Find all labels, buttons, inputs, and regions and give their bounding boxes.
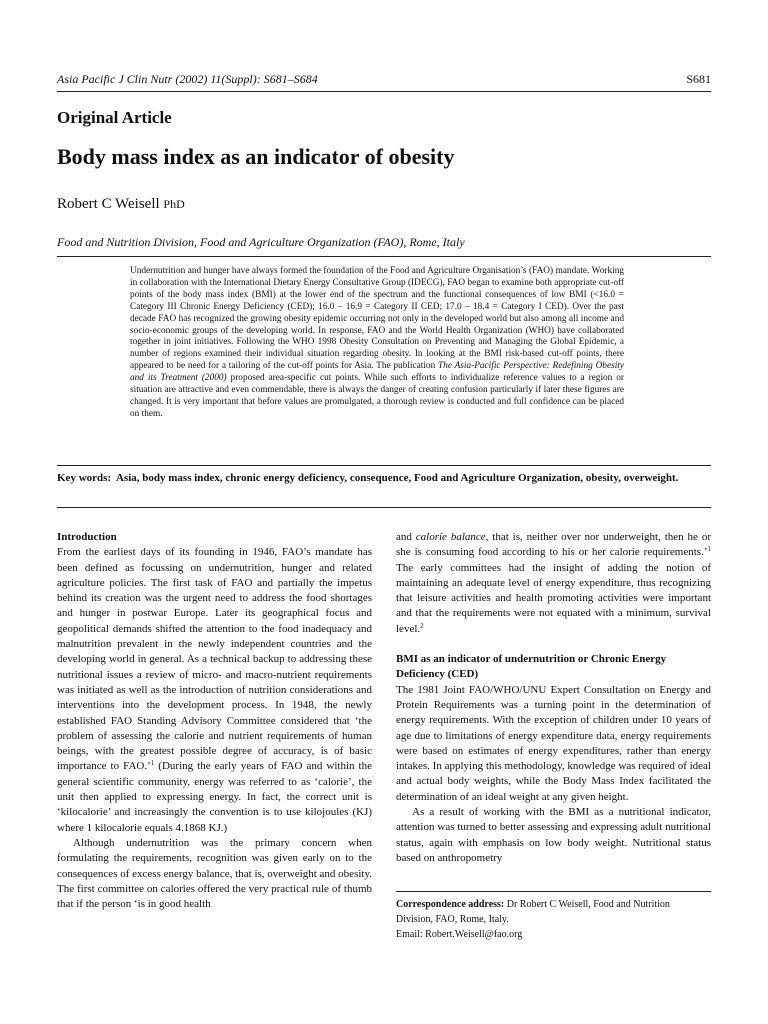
author-name: Robert C Weisell [57,196,160,212]
abstract-part-1: Undernutrition and hunger have always formed the foundation of the Food and Agriculture Organisation’s (FAO) mandate. Working in collaboration with the International Dietary Energy Consultative Group (IDECG), FAO began to examine both appropriate cut-off points of the body mass index (BMI) at the lower end of the spectrum and the functional consequences of low BMI (<16.0 = Category III Chronic Energy Deficiency (CED); 16.0 – 16.9 = Category II CED; 17.0 – 18.4 = Category I CED). Over the past decade FAO has recognized the growing obesity epidemic occurring not only in the developed world but also among all income and socio-economic groups of the developing world. In response, FAO and the World Health Organization (WHO) have collaborated together in joint initiatives. Following the WHO 1998 Obesity Consultation on Preventing and Managing the Global Epidemic, a number of regions examined their individual situation regarding obesity. In looking at the BMI risk-based cut-off points, there appeared to be need for a tailoring of the cut-off points for Asia. The publication [130,266,624,372]
bmi-paragraph-2: As a result of working with the BMI as a nutritional indicator, attention was turned to better assessing and expressing adult nutritional status, again with emphasis on low body weight. Nutritional status based on anthropometry [396,806,711,864]
reference-2: 2 [420,621,424,630]
correspondence-rule [396,891,711,892]
intro-p1-continued: (During the early years of FAO and within the general scientific community, energy was referred to as ‘calorie’, the unit then applied to expressing energy. In fact, the correct unit is ‘kilocalorie’ and increasingly the convention is to use kilojoules (KJ) where 1 kilocalorie equals 4.1868 KJ.) [57,760,372,834]
right-column [396,530,711,866]
introduction-heading: Introduction [57,531,117,543]
running-header [57,72,711,90]
introduction-paragraph-1 [57,545,372,836]
reference-1b: 1 [707,545,711,554]
journal-citation: Asia Pacific J Clin Nutr (2002) 11(Suppl): S681–S684 [57,72,318,86]
article-type-label: Original Article [57,108,172,127]
calorie-balance-term: calorie balance [415,531,486,543]
reference-1: 1 [150,759,155,768]
correspondence-address [396,897,696,942]
bmi-paragraph-1: The 1981 Joint FAO/WHO/UNU Expert Consultation on Energy and Protein Requirements was a turning point in the determination of energy requirements. With the exception of children under 10 years of age due to limitations of energy expenditure data, energy requirements were based on estimates of energy expenditures, rather than energy intakes. In applying this methodology, knowledge was required of ideal and actual body weights, while the Body Mass Index facilitated the determination of an ideal weight at any given height. [396,683,711,803]
introduction-paragraph-2: Although undernutrition was the primary concern when formulating the requirements, recognition was given early on to the consequences of excess energy balance, that is, overweight and obesity. The first committee on calories offered the very practical rule of thumb that if the person ‘is in good health [57,836,372,911]
keywords-text: Asia, body mass index, chronic energy deficiency, consequence, Food and Agriculture Organization, obesity, overweight. [115,472,679,484]
page-number: S681 [686,72,711,86]
keywords-bottom-rule [57,507,711,508]
article-title: Body mass index as an indicator of obesity [57,144,455,169]
affiliation-rule [57,256,711,257]
cont-text: , that is, neither over nor underweight, then he or she is consuming food according to his or her calorie requirements.’ [396,531,711,559]
cont-lead: and [396,531,416,543]
keywords-label: Key words: [57,472,112,484]
abstract-part-2: proposed area-specific cut points. While such efforts to individualize reference values to a region or situation are attractive and even commendable, there is always the danger of creating confusion particularly if later these figures are changed. It is very important that before values are promulgated, a thorough review is conducted and full confidence can be placed on them. [130,373,624,419]
abstract-publication-title: The Asia-Pacific Perspective: Redefining Obesity and its Treatment (2000) [130,361,624,384]
correspondence-email[interactable]: Email: Robert.Weisell@fao.org [396,929,523,940]
author-line [57,196,185,213]
keywords-top-rule [57,465,711,466]
header-rule [57,91,711,92]
intro-p1-text: From the earliest days of its founding in 1946, FAO’s mandate has been defined as focussing on undernutrition, hunger and related agriculture policies. The first task of FAO and partially the impetus behind its creation was the urgent need to address the food shortages and hunger in postwar Europe. Later its geographical focus and geopolitical demands shifted the attention to the food inadequacy and malnutrition prevalent in the newly independent countries and the developing world in general. As a technical backup to addressing these nutritional issues a review of micro- and macro-nutrient requirements was initiated as well as the introduction of nutrition considerations and interventions into the development process. In 1948, the newly established FAO Standing Advisory Committee considered that ‘the problem of assessing the calorie and nutrient requirements of human beings, with the greatest possible degree of accuracy, is of basic importance to FAO.’ [57,546,372,773]
abstract [130,266,624,421]
author-affiliation: Food and Nutrition Division, Food and Agriculture Organization (FAO), Rome, Italy [57,235,465,249]
author-degree: PhD [163,197,185,211]
spacer [396,637,711,652]
continued-paragraph [396,530,711,637]
cont-text-2: The early committees had the insight of adding the notion of maintaining an adequate level of energy expenditure, thus recognizing that leisure activities and health promoting activities were important and that the requirements were not equated with a minimum, survival level. [396,561,711,635]
bmi-section-heading: BMI as an indicator of undernutrition or Chronic Energy Deficiency (CED) [396,653,667,681]
keywords [57,471,711,487]
correspondence-text: Dr Robert C Weisell, Food and Nutrition Division, FAO, Rome, Italy. [396,899,670,925]
left-column [57,530,372,912]
correspondence-label: Correspondence address: [396,899,505,910]
